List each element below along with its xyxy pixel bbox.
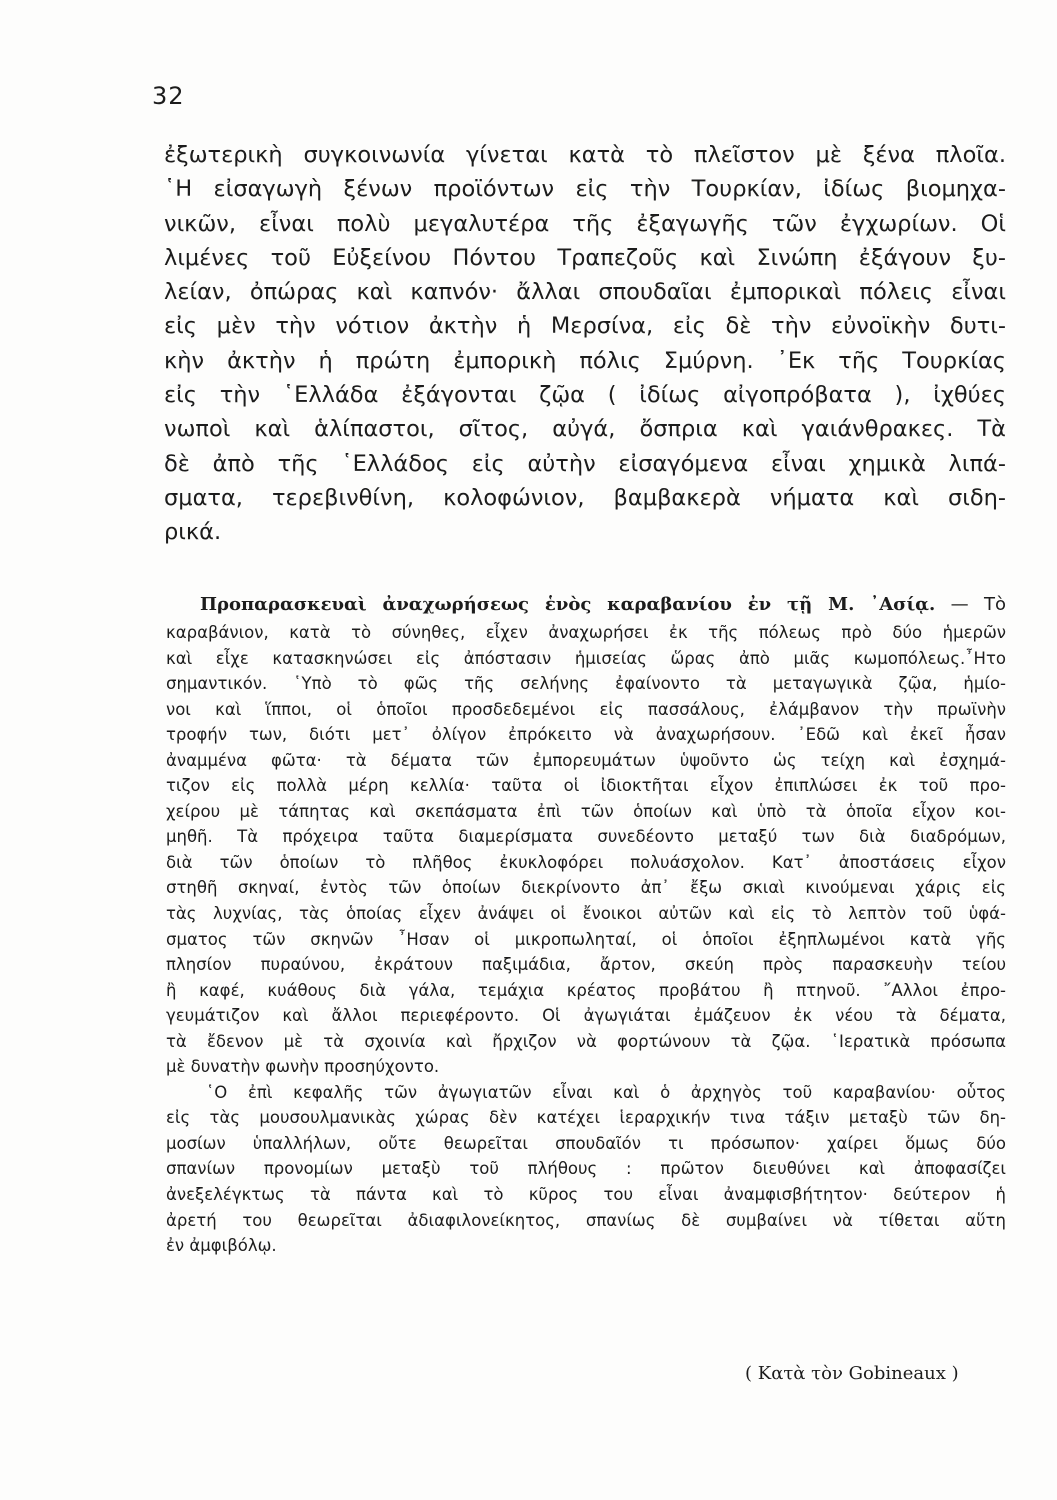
text-line: τροφήν των, διότι μετ᾿ ὀλίγον ἐπρόκειτο νὰ ἀναχωρήσουν. ᾿Εδῶ καὶ ἐκεῖ ἦσαν — [166, 725, 1006, 745]
text-line: ῾Η εἰσαγωγὴ ξένων προϊόντων εἰς τὴν Τουρκίαν, ἰδίως βιομηχα- — [164, 176, 1006, 203]
text-line: ρικά. — [164, 519, 222, 546]
page-number: 32 — [152, 82, 185, 110]
source-attribution: ( Κατὰ τὸν Gobineaux ) — [745, 1363, 959, 1384]
text-line: σπανίων προνομίων μεταξὺ τοῦ πλήθους : πρῶτον διευθύνει καὶ ἀποφασίζει — [166, 1159, 1006, 1179]
text-line: λιμένες τοῦ Εὐξείνου Πόντου Τραπεζοῦς καὶ Σινώπη ἐξάγουν ξυ- — [164, 244, 1006, 271]
text-line: ἐν ἀμφιβόλῳ. — [166, 1236, 277, 1256]
text-line: σματος τῶν σκηνῶν ῏Ησαν οἱ μικροπωληταί, οἱ ὁποῖοι ἐξηπλωμένοι κατὰ γῆς — [166, 929, 1006, 949]
text-line: νοι καὶ ἵπποι, οἱ ὁποῖοι προσδεδεμένοι εἰς πασσάλους, ἐλάμβανον τὴν πρωϊνὴν — [166, 699, 1006, 719]
text-line: νικῶν, εἶναι πολὺ μεγαλυτέρα τῆς ἐξαγωγῆς τῶν ἐγχωρίων. Οἱ — [164, 210, 1006, 237]
text-line: μηθῆ. Τὰ πρόχειρα ταῦτα διαμερίσματα συνεδέοντο μεταξύ των διὰ διαδρόμων, — [166, 827, 1006, 847]
text-line: μοσίων ὑπαλλήλων, οὔτε θεωρεῖται σπουδαῖόν τι πρόσωπον· χαίρει ὅμως δύο — [166, 1133, 1006, 1153]
text-line: σημαντικόν. ῾Υπὸ τὸ φῶς τῆς σελήνης ἐφαίνοντο τὰ μεταγωγικὰ ζῷα, ἡμίο- — [166, 674, 1006, 694]
text-line: ἀναμμένα φῶτα· τὰ δέματα τῶν ἐμπορευμάτων ὑψοῦντο ὡς τείχη καὶ ἐσχημά- — [166, 750, 1006, 770]
text-line: ἀνεξελέγκτως τὰ πάντα καὶ τὸ κῦρος του εἶναι ἀναμφισβήτητον· δεύτερον ἡ — [166, 1185, 1006, 1205]
section-title: Προπαρασκευαὶ ἀναχωρήσεως ἑνὸς καραβανίου ἐν τῇ Μ. ᾿Ασίᾳ. — [200, 594, 936, 615]
text-line: δὲ ἀπὸ τῆς ῾Ελλάδος εἰς αὐτὴν εἰσαγόμενα εἶναι χημικὰ λιπά- — [164, 450, 1006, 477]
text-line: στηθῆ σκηναί, ἐντὸς τῶν ὁποίων διεκρίνοντο ἀπ᾿ ἔξω σκιαὶ κινούμεναι χάρις εἰς — [166, 878, 1006, 898]
text-line: λείαν, ὀπώρας καὶ καπνόν· ἄλλαι σπουδαῖαι ἐμπορικαὶ πόλεις εἶναι — [164, 279, 1006, 306]
paragraph-trade — [164, 138, 1006, 550]
text-line: ῾Ο ἐπὶ κεφαλῆς τῶν ἀγωγιατῶν εἶναι καὶ ὁ ἀρχηγὸς τοῦ καραβανίου· οὗτος — [206, 1082, 1006, 1102]
text-line: εἰς μὲν τὴν νότιον ἀκτὴν ἡ Μερσίνα, εἰς δὲ τὴν εὐνοϊκὴν δυτι- — [164, 313, 1006, 340]
text-line: διὰ τῶν ὁποίων τὸ πλῆθος ἐκυκλοφόρει πολυάσχολον. Κατ᾿ ἀποστάσεις εἶχον — [166, 852, 1006, 872]
text-line: ἐξωτερικὴ συγκοινωνία γίνεται κατὰ τὸ πλεῖστον μὲ ξένα πλοῖα. — [164, 142, 1006, 168]
text-line: κὴν ἀκτὴν ἡ πρώτη ἐμπορικὴ πόλις Σμύρνη. ᾿Εκ τῆς Τουρκίας — [164, 347, 1006, 374]
paragraph-caravan — [166, 620, 1006, 1259]
text-line: νωποὶ καὶ ἁλίπαστοι, σῖτος, αὐγά, ὄσπρια καὶ γαιάνθρακες. Τὰ — [164, 416, 1006, 443]
text-line: τὰς λυχνίας, τὰς ὁποίας εἶχεν ἀνάψει οἱ ἔνοικοι αὐτῶν καὶ εἰς τὸ λεπτὸν τοῦ ὑφά- — [166, 904, 1006, 924]
text-line: μὲ δυνατὴν φωνὴν προσηύχοντο. — [166, 1057, 440, 1077]
section-heading-line — [200, 592, 1006, 618]
section-lead-text: — Τὸ — [950, 594, 1006, 615]
text-line: τὰ ἔδενον μὲ τὰ σχοινία καὶ ἤρχιζον νὰ φορτώνουν τὰ ζῷα. ῾Ιερατικὰ πρόσωπα — [166, 1031, 1006, 1051]
text-line: γευμάτιζον καὶ ἄλλοι περιεφέροντο. Οἱ ἀγωγιάται ἐμάζευον ἐκ νέου τὰ δέματα, — [166, 1006, 1006, 1026]
text-line: ἢ καφέ, κυάθους διὰ γάλα, τεμάχια κρέατος προβάτου ἢ πτηνοῦ. ῎Αλλοι ἐπρο- — [166, 980, 1006, 1000]
text-line: καραβάνιον, κατὰ τὸ σύνηθες, εἶχεν ἀναχωρήσει ἐκ τῆς πόλεως πρὸ δύο ἡμερῶν — [166, 623, 1006, 642]
text-line: ἀρετή του θεωρεῖται ἀδιαφιλονείκητος, σπανίως δὲ συμβαίνει νὰ τίθεται αὕτη — [166, 1210, 1006, 1230]
text-line: εἰς τὰς μουσουλμανικὰς χώρας δὲν κατέχει ἱεραρχικήν τινα τάξιν μεταξὺ τῶν δη- — [166, 1108, 1006, 1128]
text-line: καὶ εἶχε κατασκηνώσει εἰς ἀπόστασιν ἡμισείας ὥρας ἀπὸ μιᾶς κωμοπόλεως.῏Ητο — [166, 648, 1006, 668]
text-line: εἰς τὴν ῾Ελλάδα ἐξάγονται ζῷα ( ἰδίως αἰγοπρόβατα ), ἰχθύες — [164, 382, 1006, 409]
text-line: σματα, τερεβινθίνη, κολοφώνιον, βαμβακερὰ νήματα καὶ σιδη- — [164, 484, 1006, 511]
text-line: τιζον εἰς πολλὰ μέρη κελλία· ταῦτα οἱ ἰδιοκτῆται εἶχον ἐπιπλώσει ἐκ τοῦ προ- — [166, 776, 1006, 796]
text-line: πλησίον πυραύνου, ἐκράτουν παξιμάδια, ἄρτον, σκεύη πρὸς παρασκευὴν τείου — [166, 955, 1006, 975]
text-line: χείρου μὲ τάπητας καὶ σκεπάσματα ἐπὶ τῶν ὁποίων καὶ ὑπὸ τὰ ὁποῖα εἶχον κοι- — [166, 801, 1006, 821]
